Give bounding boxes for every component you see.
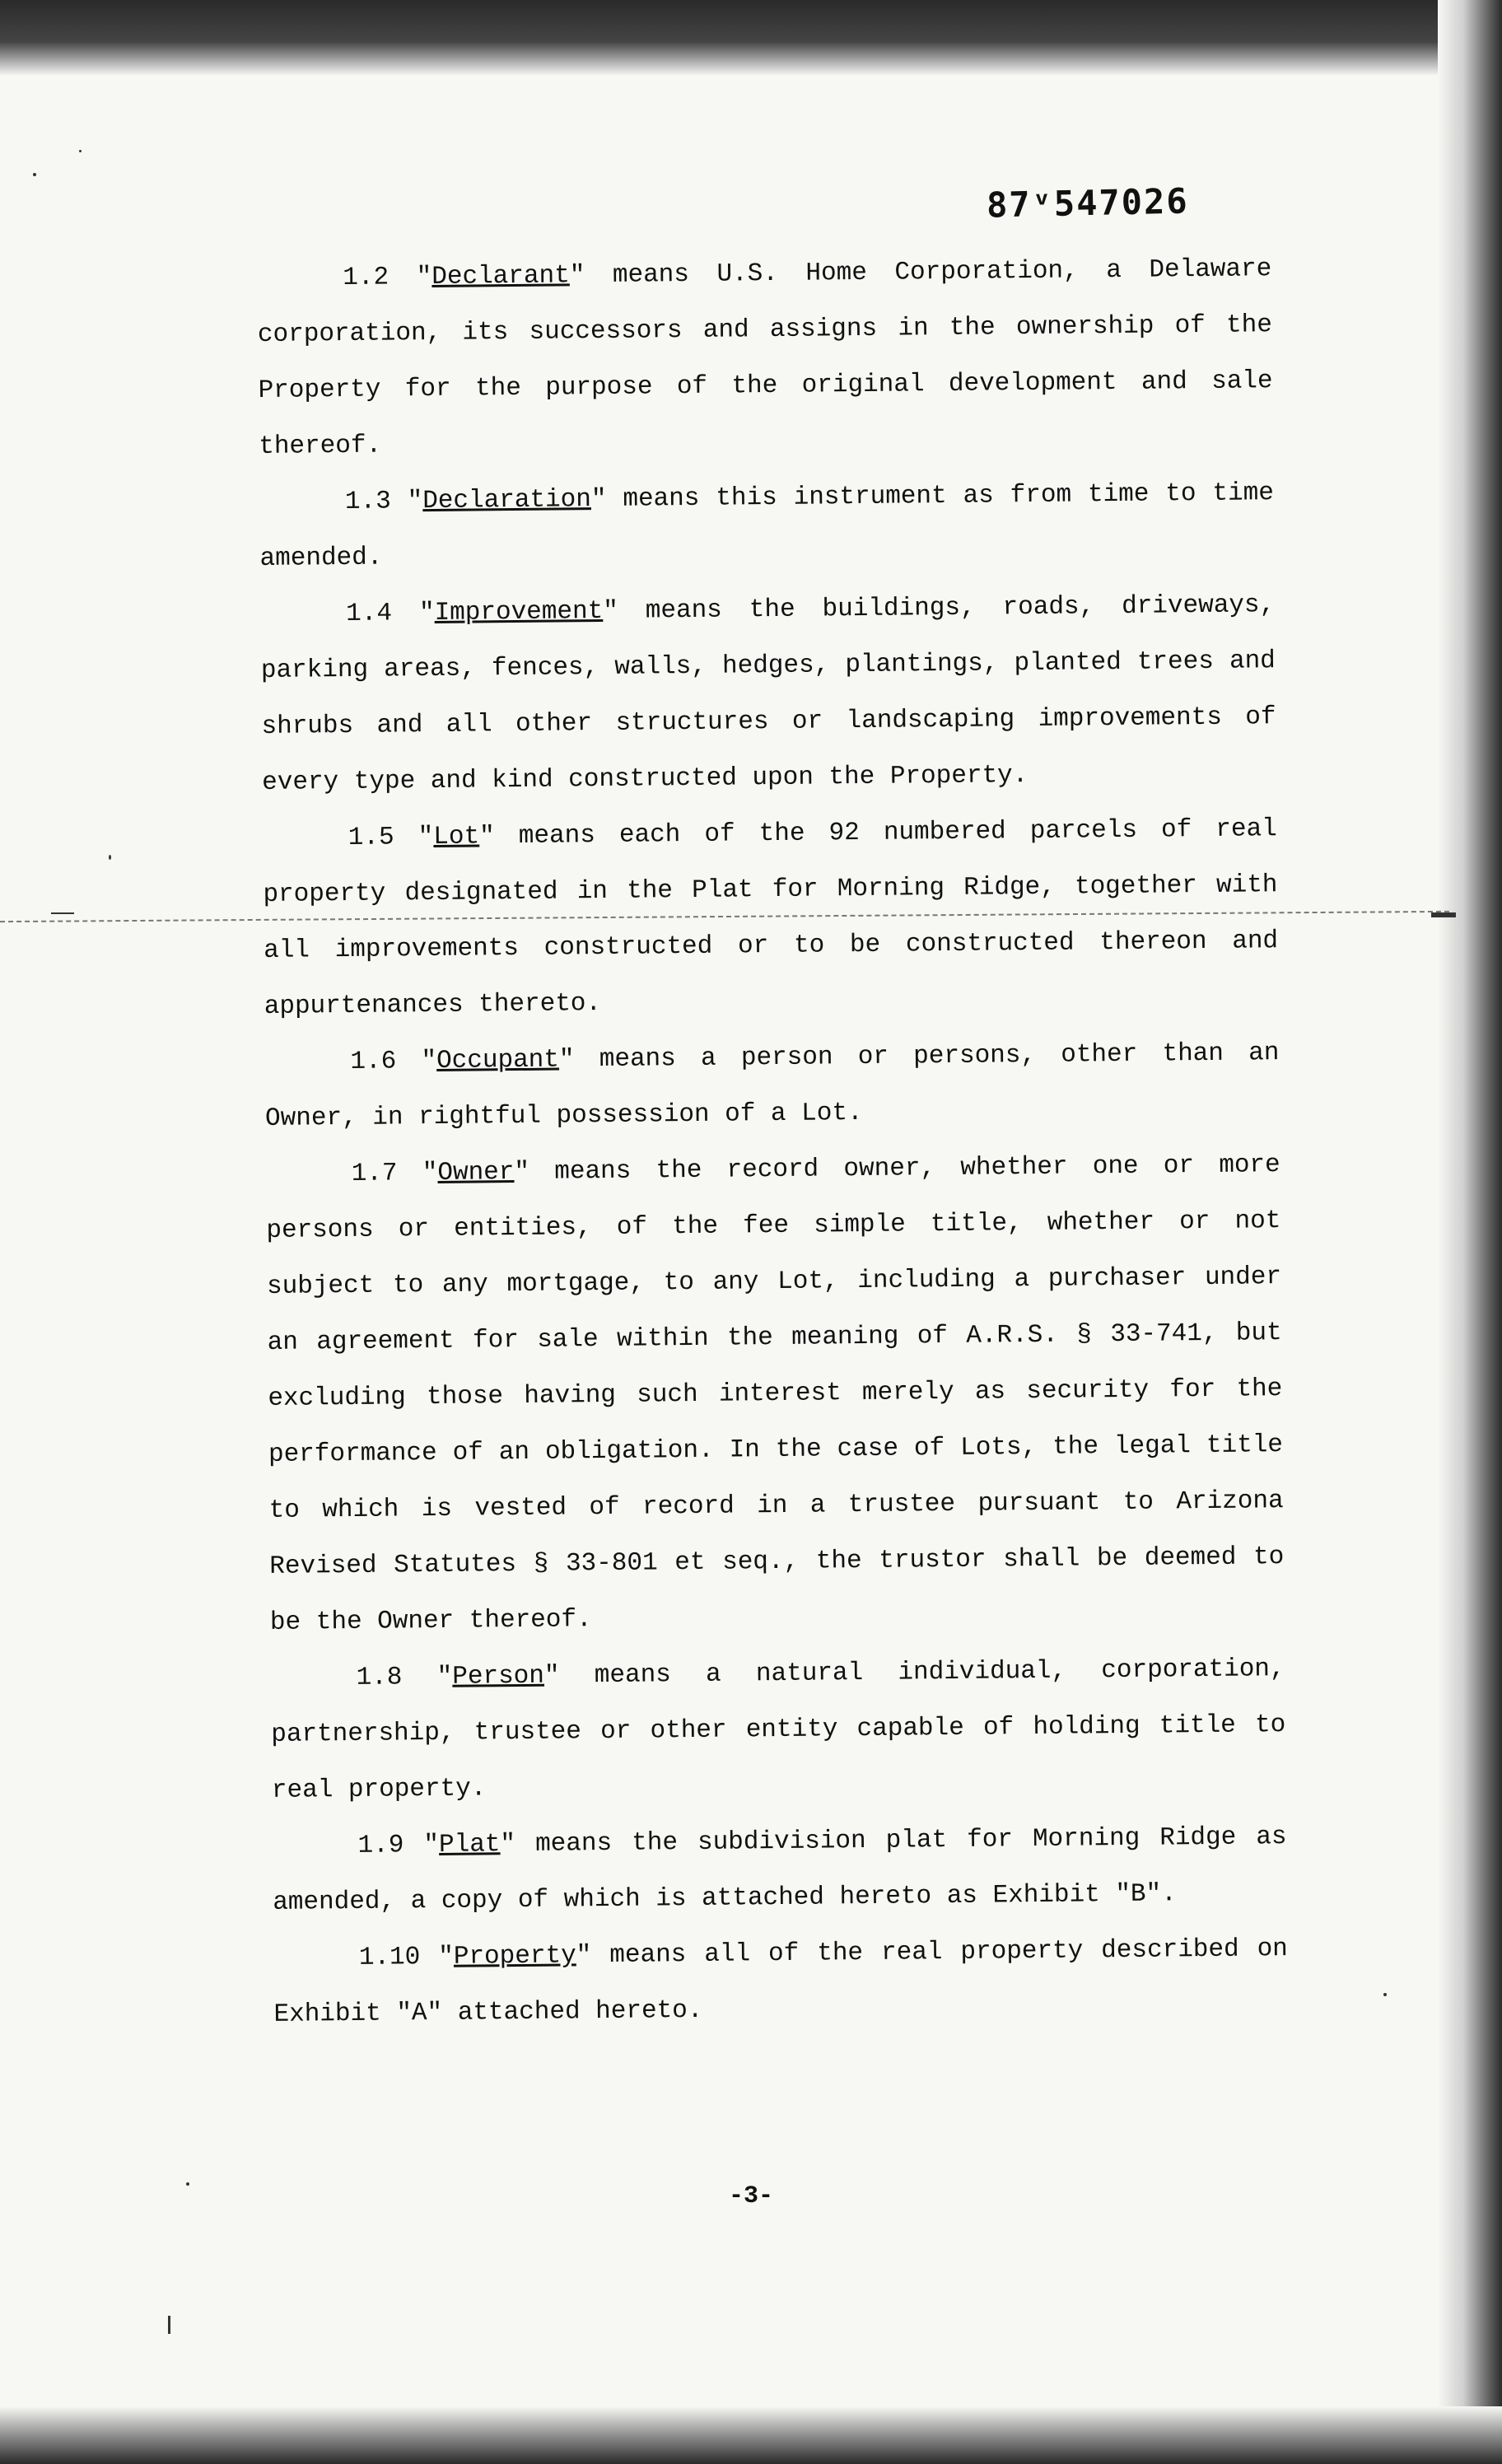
scan-right-edge (1438, 0, 1502, 2464)
definition-paragraph: 1.6 "Occupant" means a person or persons, other than an Owner, in rightful possession of a Lot. (264, 1038, 1280, 1133)
defined-term: Occupant (436, 1045, 560, 1076)
definition-paragraph: 1.5 "Lot" means each of the 92 numbered parcels of real property designated in the Plat for Morning Ridge, together with all improvements constructed or to be constructed thereon and appurtenances thereto. (263, 814, 1279, 1021)
definition-paragraph: 1.2 "Declarant" means U.S. Home Corporation, a Delaware corporation, its successors and assigns in the ownership of the Property for the purpose of the original development and sale thereof. (257, 254, 1273, 461)
page-number: -3- (728, 2182, 773, 2210)
definition-paragraph: 1.4 "Improvement" means the buildings, roads, driveways, parking areas, fences, walls, hedges, plantings, planted trees and shrubs and all other structures or landscaping improvements of every type and kind constructed upon the Property. (260, 590, 1276, 797)
scan-bottom-edge (0, 2406, 1502, 2464)
defined-term: Property (453, 1941, 576, 1972)
definition-paragraph: 1.3 "Declaration" means this instrument as from time to time amended. (259, 478, 1275, 573)
scan-speck (109, 855, 111, 860)
scan-speck (51, 912, 74, 914)
defined-term: Plat (438, 1830, 501, 1860)
scan-speck (79, 150, 82, 152)
recording-number: 87ᵛ547026 (986, 180, 1190, 226)
defined-term: Person (452, 1661, 545, 1692)
definition-paragraph: 1.8 "Person" means a natural individual, corporation, partnership, trustee or other entity capable of holding title to real property. (271, 1654, 1286, 1805)
definition-paragraph: 1.10 "Property" means all of the real property described on Exhibit "A" attached hereto. (273, 1934, 1289, 2029)
definition-paragraph: 1.9 "Plat" means the subdivision plat for Morning Ridge as amended, a copy of which is attached hereto as Exhibit "B". (273, 1822, 1287, 1917)
scan-top-edge (0, 0, 1502, 76)
scan-speck (1431, 912, 1456, 917)
scan-speck (33, 173, 36, 176)
definition-paragraph: 1.7 "Owner" means the record owner, whether one or more persons or entities, of the fee simple title, whether or not subject to any mortgage, to any Lot, including a purchaser under an agreement for sale within the meaning of A.R.S. § 33-741, but excluding those having such interest merely as security for the performance of an obligation. In the case of Lots, the legal title to which is vested of record in a trustee pursuant to Arizona Revised Statutes § 33-801 et seq., the trustor shall be deemed to be the Owner thereof. (266, 1150, 1285, 1637)
scan-speck (168, 2316, 170, 2334)
definitions-body (257, 241, 1289, 2043)
defined-term: Declarant (431, 261, 570, 292)
defined-term: Lot (433, 822, 480, 852)
defined-term: Improvement (434, 596, 604, 628)
scan-speck (1383, 1993, 1387, 1996)
defined-term: Declaration (422, 485, 592, 516)
defined-term: Owner (437, 1158, 515, 1188)
